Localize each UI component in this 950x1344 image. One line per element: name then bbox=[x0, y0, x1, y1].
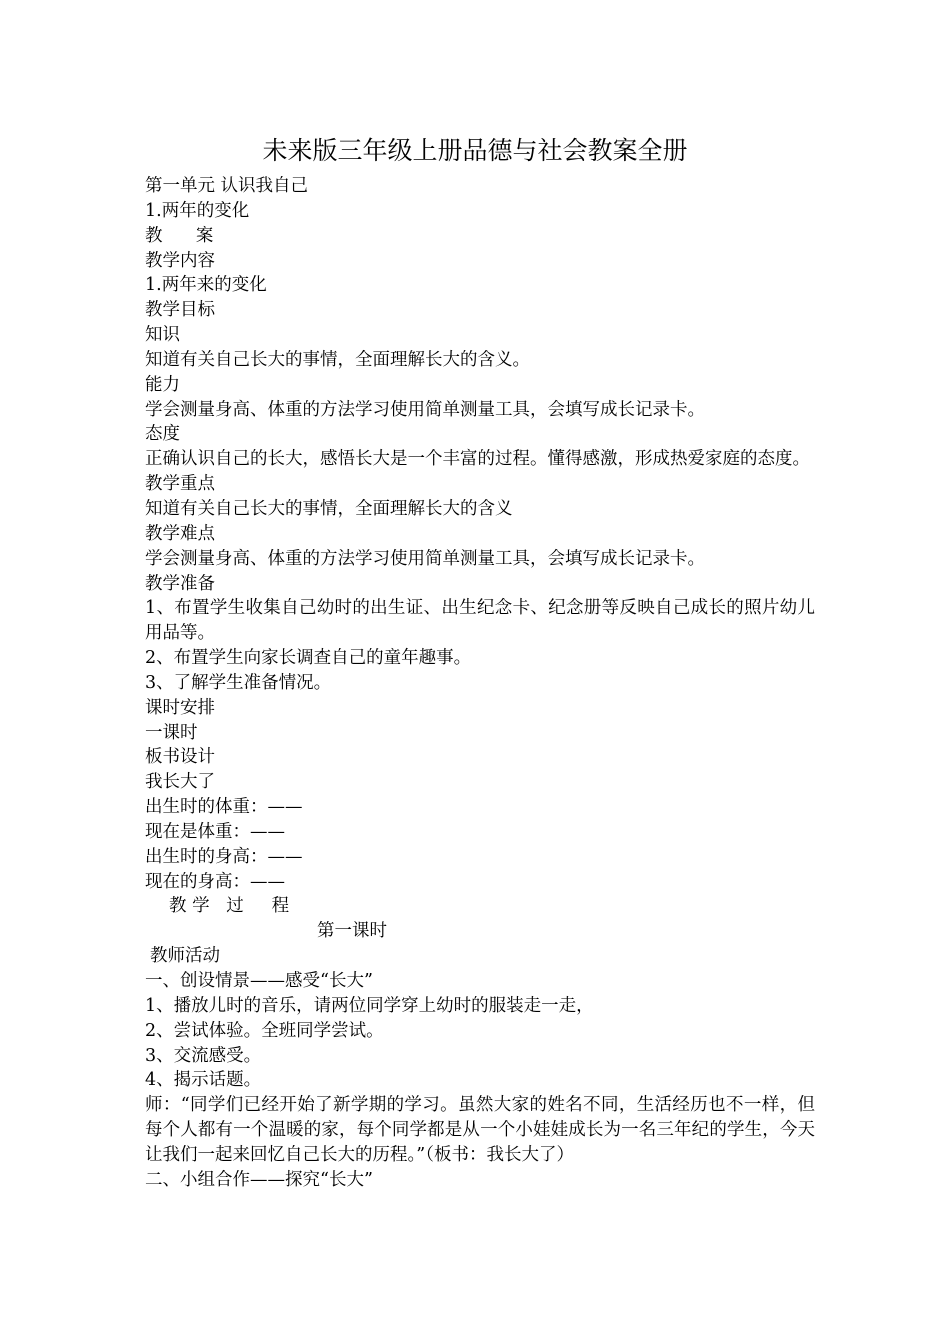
paragraph-line: 知道有关自己长大的事情，全面理解长大的含义。 bbox=[145, 349, 530, 370]
unit-heading: 第一单元 认识我自己 bbox=[145, 176, 309, 196]
board-line: 出生时的身高：—— bbox=[145, 846, 303, 867]
paragraph-line: 1.两年来的变化 bbox=[145, 275, 267, 296]
section-label: 教学内容 bbox=[145, 250, 215, 271]
paragraph-line: 2、布置学生向家长调查自己的童年趣事。 bbox=[145, 648, 472, 669]
document-title: 未来版三年级上册品德与社会教案全册 bbox=[262, 136, 688, 165]
paragraph-line: 一课时 bbox=[145, 722, 198, 743]
section-label: 教学目标 bbox=[145, 300, 215, 321]
period-heading: 第一课时 bbox=[317, 921, 387, 942]
section-label: 态度 bbox=[145, 424, 180, 445]
paragraph-line: 3、交流感受。 bbox=[145, 1045, 262, 1066]
section-label: 教学难点 bbox=[145, 523, 215, 544]
lesson-heading: 1.两年的变化 bbox=[145, 200, 250, 221]
activity-heading: 二、小组合作——探究“长大” bbox=[145, 1169, 373, 1190]
paragraph-line: 4、揭示话题。 bbox=[145, 1070, 262, 1091]
section-label: 教师活动 bbox=[150, 946, 220, 967]
section-label: 课时安排 bbox=[145, 697, 215, 718]
board-title: 我长大了 bbox=[145, 772, 215, 793]
section-label: 教学重点 bbox=[145, 474, 215, 495]
section-label: 能力 bbox=[145, 374, 180, 395]
board-line: 现在的身高：—— bbox=[145, 871, 285, 892]
paragraph: 师：“同学们已经开始了新学期的学习。虽然大家的姓名不同，生活经历也不一样，但每个人都有一个温暖的家，每个同学都是从一个小娃娃成长为一名三年纪的学生，今天让我们一起来回忆自己长大的历程。”（板书：我长大了） bbox=[145, 1095, 815, 1165]
paragraph-line: 2、尝试体验。全班同学尝试。 bbox=[145, 1020, 384, 1041]
board-line: 现在是体重：—— bbox=[145, 821, 285, 842]
paragraph-line: 学会测量身高、体重的方法学习使用简单测量工具，会填写成长记录卡。 bbox=[145, 399, 705, 420]
paragraph-line: 1、播放儿时的音乐，请两位同学穿上幼时的服装走一走， bbox=[145, 995, 594, 1016]
section-label: 教 案 bbox=[145, 225, 214, 246]
board-line: 出生时的体重：—— bbox=[145, 797, 303, 818]
paragraph-line: 学会测量身高、体重的方法学习使用简单测量工具，会填写成长记录卡。 bbox=[145, 548, 705, 569]
paragraph: 正确认识自己的长大，感悟长大是一个丰富的过程。懂得感激，形成热爱家庭的态度。 bbox=[145, 449, 810, 470]
section-label: 板书设计 bbox=[145, 747, 215, 768]
activity-heading: 一、创设情景——感受“长大” bbox=[145, 971, 373, 991]
section-label: 知识 bbox=[145, 325, 180, 346]
paragraph-line: 3、了解学生准备情况。 bbox=[145, 672, 332, 693]
process-heading: 教 学 过 程 bbox=[169, 896, 290, 917]
paragraph: 1、布置学生收集自己幼时的出生证、出生纪念卡、纪念册等反映自己成长的照片幼儿用品等。 bbox=[145, 598, 815, 644]
section-label: 教学准备 bbox=[145, 573, 215, 594]
paragraph-line: 知道有关自己长大的事情，全面理解长大的含义 bbox=[145, 498, 513, 519]
document-body bbox=[145, 174, 815, 1193]
